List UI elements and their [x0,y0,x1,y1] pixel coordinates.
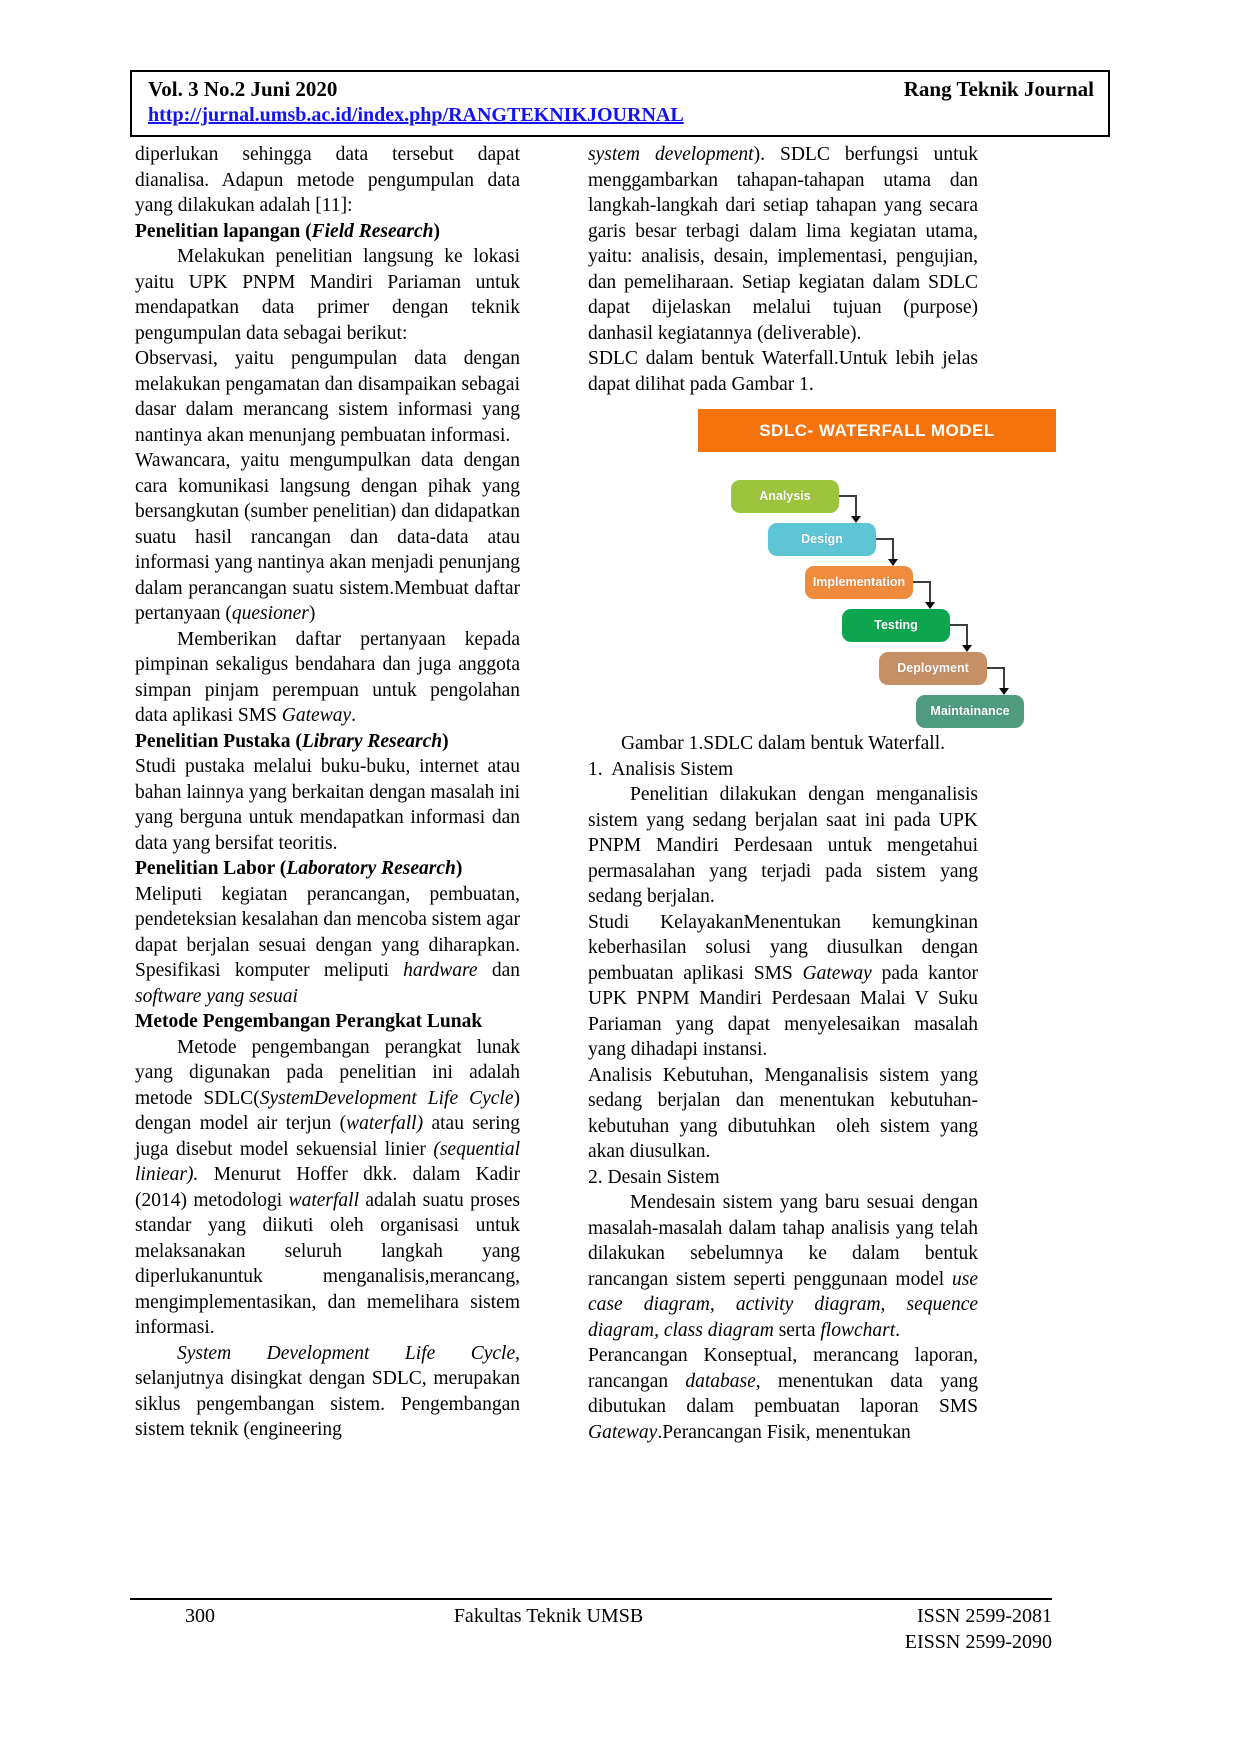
figure-banner: SDLC- WATERFALL MODEL [698,409,1056,452]
arrow-down-icon [925,602,935,609]
text-run: Wawancara, yaitu mengumpulkan data dengan cara komunikasi langsung dengan pihak yang bersangkutan (sumber penelitian) dan didapatkan suatu hasil rancangan dan data-data atau informasi yang nantinya akan menjadi penunjang dalam perancangan suatu sistem.Membuat daftar pertanyaan ( [135,450,521,624]
text-run: waterfall [288,1189,359,1211]
text-run: Field Research [311,220,434,242]
paragraph [135,346,520,448]
flow-connector [1003,667,1005,689]
text-run: Penelitian lapangan ( [135,220,312,242]
text-run: atau sering juga disebut model sekuensial linier [135,1113,520,1160]
journal-url-link[interactable]: http://jurnal.umsb.ac.id/index.php/RANGTEKNIKJOURNAL [148,104,684,126]
text-run: Library Research [301,730,443,752]
text-run: adalah suatu proses standar yang diikuti oleh organisasi untuk melaksanakan seluruh langkah yang diperlukanuntuk menganalisis,merancang, mengimplementasikan, dan memelihara sistem informasi. [135,1189,520,1338]
left-column [135,142,520,1445]
text-run: 1. Analisis Sistem [588,758,734,780]
text-run: Memberikan daftar pertanyaan kepada pimpinan sekaligus bendahara dan juga anggota simpan pinjam perempuan untuk pengolahan data aplikasi SMS [135,628,520,726]
text-run: . [895,1319,901,1341]
text-run: Metode pengembangan perangkat lunak yang digunakan pada penelitian ini adalah metode SDLC( [135,1036,520,1109]
text-run: SDLC dalam bentuk Waterfall.Untuk lebih jelas dapat dilihat pada Gambar 1. [588,348,978,395]
journal-name: Rang Teknik Journal [903,77,1094,101]
text-run: SystemDevelopment Life Cycle [259,1087,514,1109]
text-run: dan [477,960,520,981]
section-heading [135,729,520,755]
paragraph [588,1190,978,1343]
paragraph [588,142,978,346]
figure-step-design: Design [768,523,876,556]
page-number: 300 [185,1605,215,1627]
right-column-top [588,142,978,397]
text-run: Meliputi kegiatan perancangan, pembuatan, pendeteksian kesalahan dan mencoba sistem agar dapat berjalan sesuai dengan yang diharapkan. Spesifikasi komputer meliputi [135,883,520,981]
text-run: serta [773,1319,821,1341]
text-run: Melakukan penelitian langsung ke lokasi yaitu UPK PNPM Mandiri Pariaman untuk mendapatkan data primer dengan teknik pengumpulan data sebagai berikut: [135,246,520,344]
figure-caption: Gambar 1.SDLC dalam bentuk Waterfall. [620,733,946,754]
flow-connector [987,667,1004,669]
paragraph [135,448,520,627]
text-run: Laboratory Research [286,858,456,879]
section-heading [135,856,520,882]
text-run: pada kantor UPK PNPM Mandiri Perdesaan Malai V Suku Pariaman yang dapat menyelesaikan masalah yang dihadapi instansi. [588,962,978,1060]
text-run: Penelitian Pustaka ( [135,730,302,752]
flow-connector [855,495,857,517]
flow-connector [839,495,856,497]
flow-connector [929,581,931,603]
arrow-down-icon [962,645,972,652]
header-row [148,77,1094,101]
text-run: Studi pustaka melalui buku-buku, internet atau bahan lainnya yang berkaitan dengan masalah ini yang berguna untuk mendapatkan informasi dan data yang bersifat teoritis. [135,756,520,854]
text-run: quesioner [231,603,309,624]
flow-connector [966,624,968,646]
article-body [135,142,1010,1445]
issn: ISSN 2599-2081 [916,1605,1052,1627]
text-run: 2. Desain Sistem [588,1166,720,1188]
section-heading [135,219,520,245]
footer-faculty: Fakultas Teknik UMSB [453,1605,644,1627]
volume-label: Vol. 3 No.2 Juni 2020 [148,77,338,101]
paragraph [135,142,520,219]
paragraph [588,346,978,397]
figure-step-deployment: Deployment [879,652,987,685]
arrow-down-icon [999,688,1009,695]
flow-connector [950,624,967,626]
list-item [588,1165,978,1191]
text-run: ) [442,730,449,752]
text-run: System Development Life Cycle [177,1342,516,1364]
text-run: Observasi, yaitu pengumpulan data dengan melakukan pengamatan dan disampaikan sebagai dasar dalam merancang sistem informasi yang nantinya akan menunjang pembuatan informasi. [135,348,520,446]
text-run: ) [433,220,440,242]
paragraph [588,1343,978,1445]
text-run: Gateway [802,962,872,984]
arrow-down-icon [888,559,898,566]
page-footer [130,1598,1052,1655]
text-run: . [351,705,356,726]
text-run: system development [588,144,754,165]
flow-connector [913,581,930,583]
text-run: (sequential liniear). [135,1138,520,1185]
flow-connector [876,538,893,540]
text-run: Gateway [281,705,352,726]
paragraph [135,1035,520,1341]
text-run: ) dengan model air terjun ( [135,1087,521,1134]
page-header [130,70,1110,137]
figure-step-testing: Testing [842,609,950,642]
eissn: EISSN 2599-2090 [904,1631,1052,1653]
text-run: Penelitian dilakukan dengan menganalisis sistem yang sedang berjalan saat ini pada UPK PNPM Mandiri Perdesaan untuk mengetahui permasalahan yang terjadi pada sistem yang sedang berjalan. [588,784,978,907]
paragraph [588,1063,978,1165]
text-run: ) [455,858,463,879]
arrow-down-icon [851,516,861,523]
text-run: ) [308,603,316,624]
text-run: Gateway [588,1421,658,1443]
section-heading [135,1009,520,1035]
text-run: use case diagram, activity diagram, sequence diagram, class diagram [588,1268,978,1341]
paragraph [135,882,520,1010]
text-run: waterfall) [346,1113,424,1134]
paragraph [135,754,520,856]
flow-connector [892,538,894,560]
text-run: Mendesain sistem yang baru sesuai dengan masalah-masalah dalam tahap analisis yang telah dilakukan sebelumnya ke dalam bentuk rancangan sistem seperti penggunaan model [588,1192,978,1290]
text-run: Perancangan Konseptual, merancang laporan, rancangan [588,1345,978,1392]
text-run: diperlukan sehingga data tersebut dapat dianalisa. Adapun metode pengumpulan data yang dilakukan adalah [11]: [135,144,520,216]
text-run: Menurut Hoffer dkk. dalam Kadir (2014) metodologi [135,1164,520,1211]
text-run: Metode Pengembangan Perangkat Lunak [135,1011,483,1032]
paragraph [135,627,520,729]
text-run: Studi KelayakanMenentukan kemungkinan keberhasilan solusi yang diusulkan dengan pembuatan aplikasi SMS [588,911,978,984]
text-run: .Perancangan Fisik, menentukan [657,1421,911,1443]
text-run: database [685,1370,756,1392]
text-run: hardware [403,960,478,981]
text-run: flowchart [820,1319,896,1341]
figure-step-maintainance: Maintainance [916,695,1024,728]
figure-step-implementation: Implementation [805,566,913,599]
paragraph [135,1341,520,1443]
paragraph [588,910,978,1063]
text-run: Analisis Kebutuhan, Menganalisis sistem yang sedang berjalan dan menentukan kebutuhan-kebutuhan yang dibutuhkan oleh sistem yang akan diusulkan. [588,1064,978,1162]
figure-step-analysis: Analysis [731,480,839,513]
text-run: , menentukan data yang dibutukan dalam pembuatan laporan SMS [588,1370,978,1417]
list-item [588,757,978,783]
text-run: Penelitian Labor ( [135,858,287,879]
paragraph [135,244,520,346]
sdlc-waterfall-figure [698,409,1056,731]
paragraph [588,782,978,910]
right-column [588,142,1010,1445]
text-run: software yang sesuai [135,985,298,1007]
text-run: , selanjutnya disingkat dengan SDLC, merupakan siklus pengembangan sistem. Pengembangan sistem teknik (engineering [135,1342,520,1440]
right-column-bottom [588,757,978,1446]
text-run: ). SDLC berfungsi untuk menggambarkan tahapan-tahapan utama dan langkah-langkah dari setiap tahapan yang secara garis besar terbagi dalam lima kegiatan utama, yaitu: analisis, desain, implementasi, pengujian, dan pemeliharaan. Setiap kegiatan dalam SDLC dapat dijelaskan melalui tujuan (purpose) danhasil kegiatannya (deliverable). [588,144,978,344]
footer-issn-block [817,1603,1052,1655]
